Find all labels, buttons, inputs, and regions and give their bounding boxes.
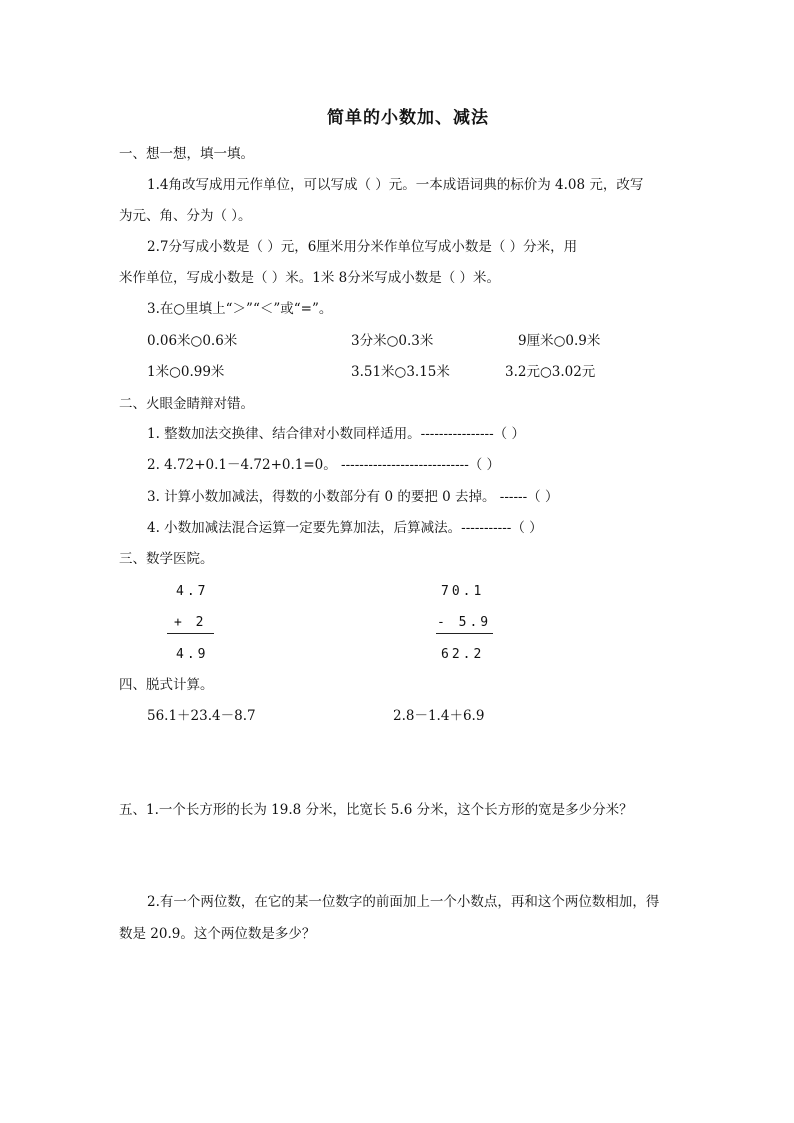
compare-item: 3.51米○3.15米 — [351, 364, 450, 380]
q1-line1: 1.4角改写成用元作单位，可以写成（ ）元。一本成语词典的标价为 4.08 元，改写 — [147, 177, 644, 193]
vertical-calc-1-line — [167, 633, 214, 634]
expression-1: 56.1＋23.4－8.7 — [147, 708, 256, 724]
judge-item: 1. 整数加法交换律、结合律对小数同样适用。----------------（ ） — [147, 426, 525, 442]
compare-item: 3分米○0.3米 — [351, 333, 434, 349]
judge-item: 2. 4.72+0.1－4.72+0.1=0。 ----------------------------（ ） — [147, 457, 501, 473]
section-1-heading: 一、想一想，填一填。 — [119, 146, 254, 162]
section-4-heading: 四、脱式计算。 — [119, 677, 214, 693]
judge-item: 4. 小数加减法混合运算一定要先算加法，后算减法。-----------（ ） — [147, 520, 543, 536]
compare-item: 3.2元○3.02元 — [505, 364, 596, 380]
compare-item: 9厘米○0.9米 — [518, 333, 601, 349]
expression-2: 2.8－1.4＋6.9 — [393, 708, 485, 724]
word-problem-1: 五、1.一个长方形的长为 19.8 分米，比宽长 5.6 分米，这个长方形的宽是多少分米？ — [119, 802, 633, 818]
vertical-calc-2-subtrahend: - 5.9 — [437, 615, 492, 630]
vertical-calc-1-result: 4.9 — [176, 647, 209, 662]
word-problem-2-line1: 2.有一个两位数，在它的某一位数字的前面加上一个小数点，再和这个两位数相加，得 — [147, 894, 660, 910]
compare-item: 0.06米○0.6米 — [147, 333, 238, 349]
vertical-calc-1-top: 4.7 — [176, 584, 209, 599]
q3-instruction: 3.在○里填上“＞”“＜”或“=”。 — [147, 301, 333, 317]
section-2-heading: 二、火眼金睛辩对错。 — [119, 396, 254, 412]
page-title: 简单的小数加、减法 — [327, 108, 489, 128]
vertical-calc-1-addend: + 2 — [174, 615, 207, 630]
word-problem-2-line2: 数是 20.9。这个两位数是多少？ — [119, 926, 316, 942]
q1-line2: 为元、角、分为（ ）。 — [119, 208, 252, 224]
vertical-calc-2-top: 70.1 — [441, 584, 485, 599]
vertical-calc-2-result: 62.2 — [441, 647, 485, 662]
q2-line2: 米作单位，写成小数是（ ）米。1米 8分米写成小数是（ ）米。 — [119, 270, 501, 286]
judge-item: 3. 计算小数加减法，得数的小数部分有 0 的要把 0 去掉。 ------（ ） — [147, 489, 559, 505]
section-3-heading: 三、数学医院。 — [119, 551, 214, 567]
compare-item: 1米○0.99米 — [147, 364, 225, 380]
q2-line1: 2.7分写成小数是（ ）元，6厘米用分米作单位写成小数是（ ）分米，用 — [147, 239, 578, 255]
vertical-calc-2-line — [436, 633, 493, 634]
